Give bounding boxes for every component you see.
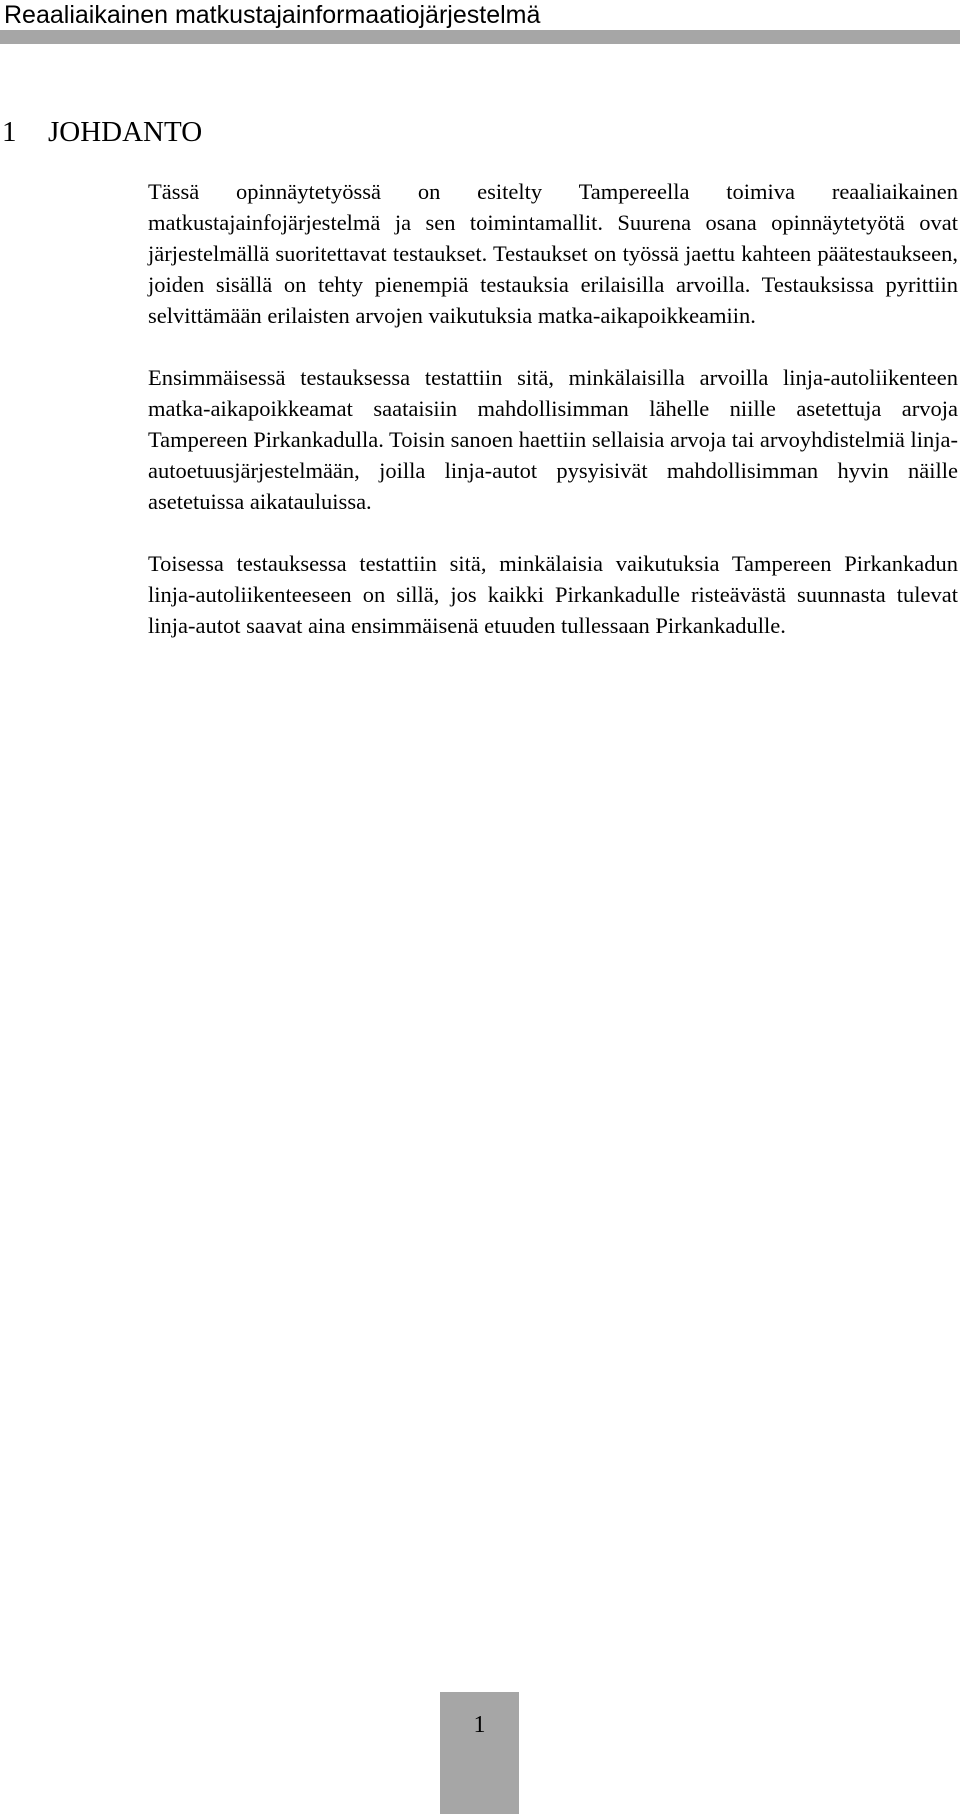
paragraph-first-test: Ensimmäisessä testauksessa testattiin sitä, minkälaisilla arvoilla linja-autoliikenteen matka-aikapoikkeamat saataisiin mahdollisimman lähelle niille asetettuja arvoja Tampereen Pirkankadulla. Toisin sanoen haettiin sellaisia arvoja tai arvoyhdistelmiä linja-autoetuusjärjestelmään, joilla linja-autot pysyisivät mahdollisimman hyvin näille asetetuissa aikatauluissa. bbox=[148, 365, 958, 514]
paragraph-second-test: Toisessa testauksessa testattiin sitä, minkälaisia vaikutuksia Tampereen Pirkankadun linja-autoliikenteeseen on sillä, jos kaikki Pirkankadulle risteävästä suunnasta tulevat linja-autot saavat aina ensimmäisenä etuuden tullessaan Pirkankadulle. bbox=[148, 551, 958, 638]
running-header: Reaaliaikainen matkustajainformaatiojärjestelmä bbox=[4, 1, 541, 29]
page-number-box bbox=[440, 1692, 519, 1814]
header-rule bbox=[0, 30, 960, 44]
chapter-heading bbox=[2, 112, 202, 152]
paragraph-intro: Tässä opinnäytetyössä on esitelty Tampereella toimiva reaaliaikainen matkustajainfojärjestelmä ja sen toimintamallit. Suurena osana opinnäytetyötä ovat järjestelmällä suoritettavat testaukset. Testaukset on työssä jaettu kahteen päätestaukseen, joiden sisällä on tehty pienempiä testauksia erilaisilla arvoilla. Testauksissa pyrittiin selvittämään erilaisten arvojen vaikutuksia matka-aikapoikkeamiin. bbox=[148, 179, 958, 328]
chapter-number: 1 bbox=[2, 116, 17, 148]
page-number: 1 bbox=[473, 1712, 486, 1738]
body-text bbox=[148, 176, 958, 672]
chapter-title: JOHDANTO bbox=[48, 116, 203, 148]
